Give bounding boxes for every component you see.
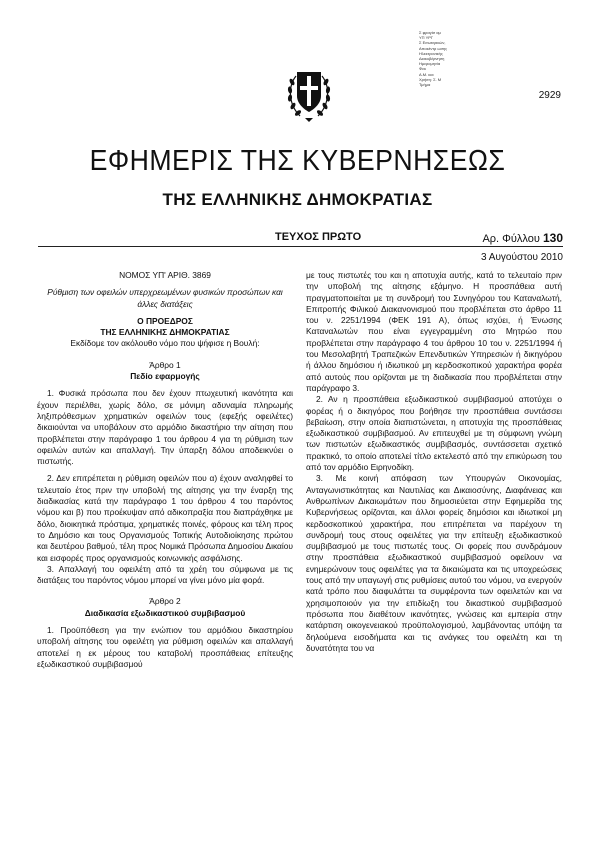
- law-title: Ρύθμιση των οφειλών υπερχρεωμένων φυσικών προσώπων και άλλες διατάξεις: [47, 287, 283, 309]
- sheet-number: 130: [542, 231, 563, 245]
- article-2-paragraph-2: 2. Αν η προσπάθεια εξωδικαστικού συμβιβασμού αποτύχει ο φορέας ή ο δικηγόρος που βοήθησε την προσπάθεια συντάσσει βεβαίωση, στην οποία διαπιστώνεται, η αποτυχία της προσπάθειας εξωδικαστικού συμβιβασμού. Αν επιτευχθεί με τη σύμφωνη γνώμη των πιστωτών εξωδικαστικός συμβιβασμός, συντάσσεται σχετικό πρακτικό, το οποίο αποτελεί τίτλο εκτελεστό από την επικύρωση του από τον αρμόδιο Ειρηνοδίκη.: [306, 394, 562, 473]
- president-line-2: ΤΗΣ ΕΛΛΗΝΙΚΗΣ ΔΗΜΟΚΡΑΤΙΑΣ: [100, 327, 230, 338]
- stamp-line: Αποκέντρ ωσης: [419, 45, 448, 51]
- sheet-label: Αρ. Φύλλου: [482, 233, 540, 245]
- left-column: [37, 270, 293, 670]
- stamp-line: Διακυβέρνηση: [419, 56, 445, 62]
- gazette-title: ΕΦΗΜΕΡΙΣ ΤΗΣ ΚΥΒΕΡΝΗΣΕΩΣ: [89, 145, 506, 177]
- article-2-title: Διαδικασία εξωδικαστικού συμβιβασμού: [84, 607, 246, 618]
- stamp-line: Σ Εσωτερικών,: [419, 40, 446, 46]
- article-2-paragraph-1-cont: με τους πιστωτές του και η αποτυχία αυτής, κατά το τελευταίο πριν την υποβολή της αίτησης εξάμηνο. Η προσπάθεια αυτή πραγματοποιείται με τη συνδρομή του Συνηγόρου του Καταναλωτή, Επιτροπής Φιλικού Διακανονισμού που προβλέπεται στο άρθρο 11 του ν. 2251/1994 (ΦΕΚ 191 Α), όπως ισχύει, ή Ένωσης Καταναλωτών που είναι εγγεγραμμένη στο Μητρώο που προβλέπεται στην παράγραφο 4 του άρθρου 10 του ν. 2251/1994 ή του Μεσολαβητή Τραπεζικών Επενδυτικών Υπηρεσιών ή δικηγόρου ή άλλου δημόσιου ή ιδιωτικού μη κερδοσκοπικού χαρακτήρα φορέα από αυτούς που ορίζονται με τη διαδικασία που προβλέπεται στην παράγραφο 3.: [306, 270, 562, 393]
- stamp-line: Τμήμα: [419, 82, 431, 88]
- stamp-line: Ημερομηνία: [419, 61, 441, 67]
- right-column: [306, 270, 562, 654]
- article-1-paragraph-3: 3. Απαλλαγή του οφειλέτη από τα χρέη του σύμφωνα με τις διατάξεις του παρόντος νόμου μπορεί να γίνει μόνο μία φορά.: [37, 563, 293, 586]
- issue-row: [38, 231, 563, 247]
- stamp-line: Α.Μ. και: [419, 71, 434, 77]
- article-2-paragraph-1: 1. Προϋπόθεση για την ενώπιον του αρμόδιου δικαστηρίου υποβολή αίτησης του οφειλέτη για ρύθμιση οφειλών και απαλλαγή αποτελεί η εκ μέρους του καταβολή προσπάθειας επίτευξης εξωδικαστικού συμβιβασμού: [37, 625, 293, 669]
- gazette-subtitle: ΤΗΣ ΕΛΛΗΝΙΚΗΣ ΔΗΜΟΚΡΑΤΙΑΣ: [162, 190, 433, 209]
- article-2-number: Άρθρο 2: [149, 596, 181, 607]
- header-divider: [38, 246, 563, 247]
- stamp-line: Χρήση: Σ. Μ: [419, 76, 442, 82]
- greek-coat-of-arms-icon: [286, 62, 332, 124]
- article-1-paragraph-2: 2. Δεν επιτρέπεται η ρύθμιση οφειλών που α) έχουν αναληφθεί το τελευταίο έτος πριν την υποβολή της αίτησης για την έναρξη της διαδικασίας κατά την παράγραφο 1 του άρθρου 4 του παρόντος νόμου και β) που προέκυψαν από αδικοπραξία που διαπράχθηκε με δόλο, διοικητικά πρόστιμα, χρηματικές ποινές, φόρους και τέλη προς το Δημόσιο και τους Οργανισμούς Τοπικής Αυτοδιοίκησης πρώτου και δευτέρου βαθμού, τέλη προς Νομικά Πρόσωπα Δημοσίου Δικαίου και εισφορές προς οργανισμούς κοινωνικής ασφάλισης.: [37, 473, 293, 563]
- page-number: 2929: [538, 90, 561, 101]
- issue-date: 3 Αυγούστου 2010: [481, 252, 563, 263]
- president-line-1: Ο ΠΡΟΕΔΡΟΣ: [137, 315, 193, 326]
- stamp-line: Ηλεκτρονικής: [419, 50, 443, 56]
- stamp-line: ΥΠ ΥΡΓ: [419, 35, 434, 41]
- stamp-block: [419, 30, 479, 87]
- law-number: ΝΟΜΟΣ ΥΠ' ΑΡΙΘ. 3869: [119, 270, 211, 280]
- article-1-paragraph-1: 1. Φυσικά πρόσωπα που δεν έχουν πτωχευτική ικανότητα και έχουν περιέλθει, χωρίς δόλο, σε μόνιμη αδυναμία πληρωμής ληξιπρόθεσμων χρηματικών οφειλών τους (εφεξής οφειλέτες) δικαιούνται να υποβάλουν στο αρμόδιο δικαστήριο την αίτηση που προβλέπεται στην παράγραφο 1 του άρθρου 4 για τη ρύθμιση των οφειλών αυτών και απαλλαγή. Την ύπαρξη δόλου αποδεικνύει ο πιστωτής.: [37, 388, 293, 467]
- stamp-line: Φεκ: [419, 66, 426, 72]
- issue-series: ΤΕΥΧΟΣ ΠΡΩΤΟ: [275, 231, 362, 243]
- promulgation: Εκδίδομε τον ακόλουθο νόμο που ψήφισε η Βουλή:: [70, 338, 260, 349]
- stamp-line: Σ φραγίσ αμ: [419, 30, 441, 35]
- article-2-paragraph-3: 3. Με κοινή απόφαση των Υπουργών Οικονομίας, Ανταγωνιστικότητας και Ναυτιλίας και Δικαιοσύνης, Διαφάνειας και Ανθρωπίνων Δικαιωμάτων που δημοσιεύεται στην Εφημερίδα της Κυβερνήσεως ορίζονται, και άλλοι φορείς δημόσιοι και ιδιωτικοί μη κερδοσκοπικού χαρακτήρα, που επιτρέπεται να παρέχουν τη συνδρομή τους στους οφειλέτες για την επίτευξη εξωδικαστικού συμβιβασμού με τους πιστωτές τους. Οι φορείς που συνδράμουν στην προσπάθεια εξωδικαστικού συμβιβασμού οφείλουν να ενημερώνουν τους οφειλέτες για τα δικαιώματα και τις υποχρεώσεις τους από την υπαγωγή στις ρυθμίσεις αυτού του νόμου, να ενεργούν κατά τρόπο που διαφυλάττει τα συμφέροντα των οφειλετών και να χρησιμοποιούν για την επιδίωξη του δικαστικού συμβιβασμού πρόσωπα που διαθέτουν ικανότητες, γνώσεις και εμπειρία στην κατάρτιση οικογενειακού προϋπολογισμού, λαμβάνοντας υπόψη τα δηλούμενα εισοδήματα και τις ανάγκες του οφειλέτη και τη δυνατότητα του να: [306, 473, 562, 653]
- article-1-title: Πεδίο εφαρμογής: [130, 371, 200, 382]
- issue-sheet: [482, 231, 563, 245]
- article-1-number: Άρθρο 1: [149, 359, 181, 370]
